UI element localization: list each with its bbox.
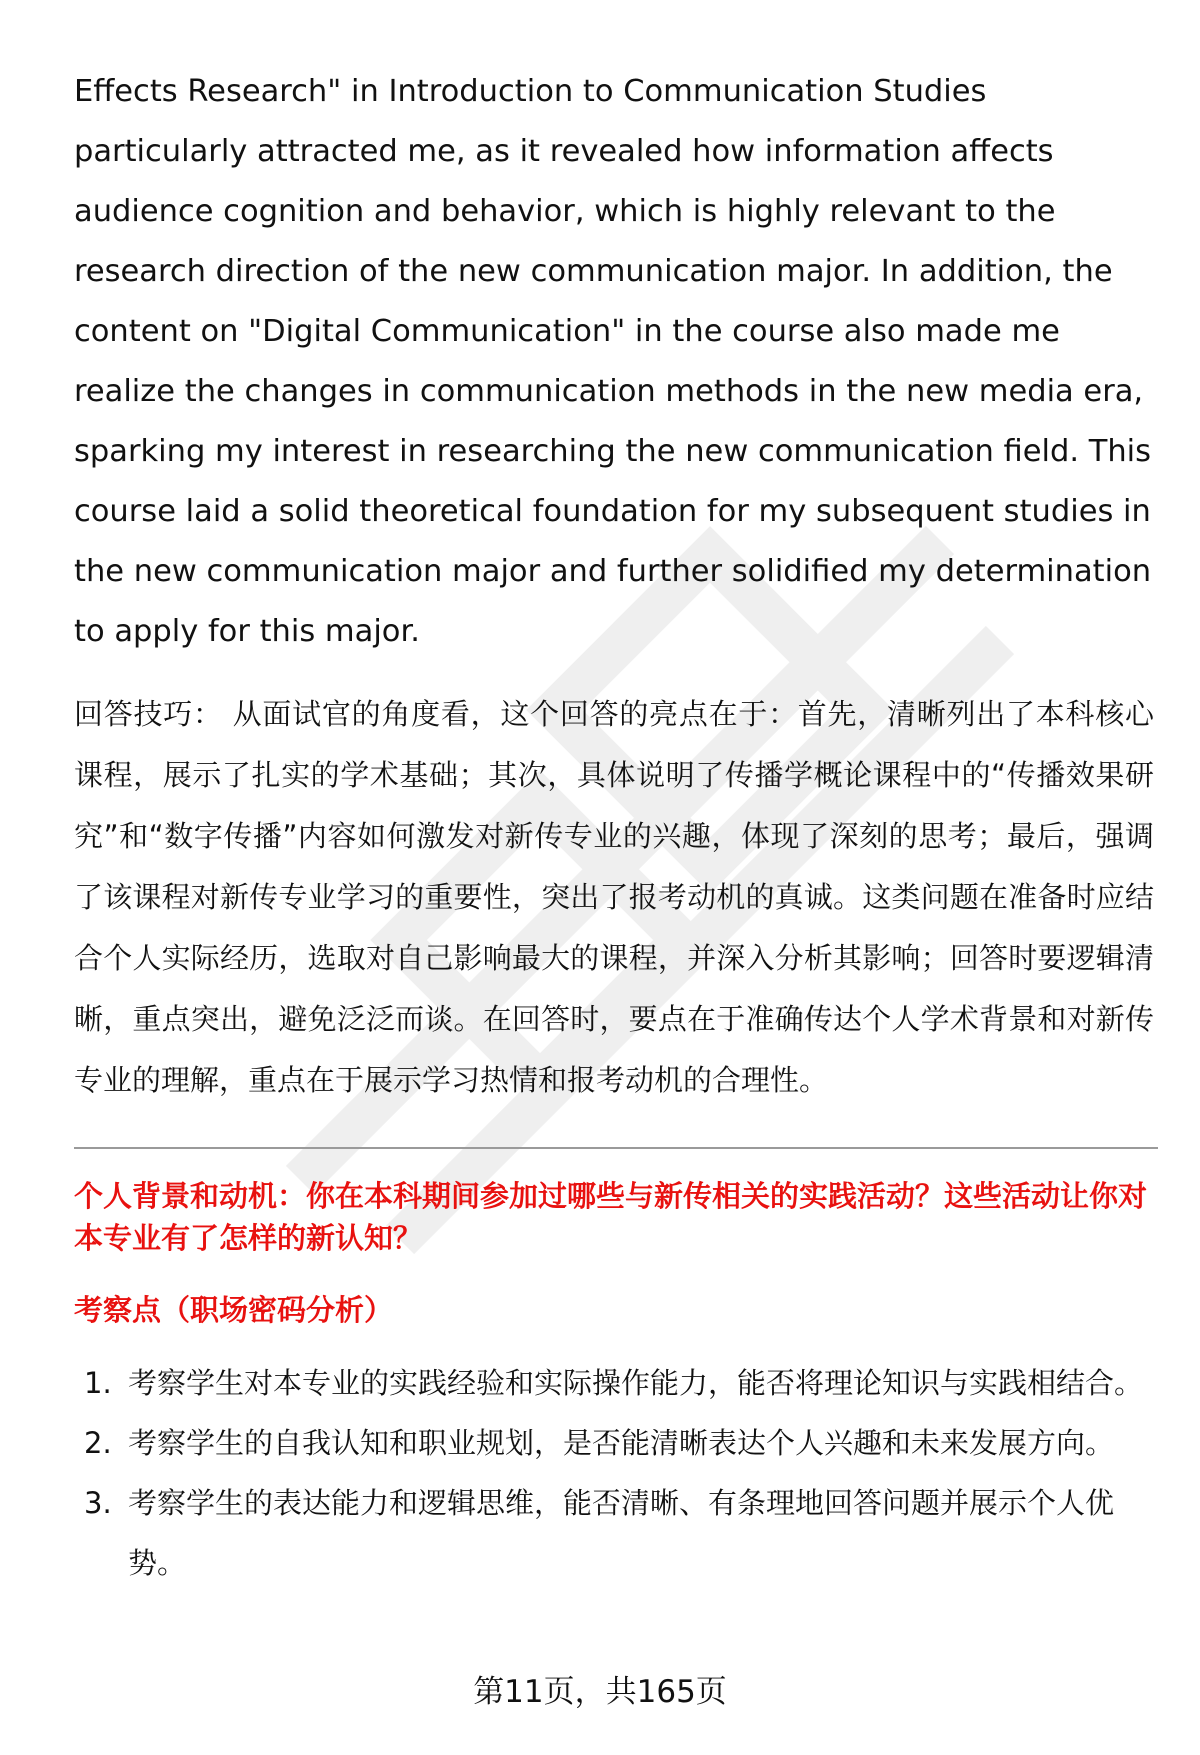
exam-points-heading: 考察点（职场密码分析）: [74, 1293, 394, 1327]
page-footer: 第11页，共165页: [473, 1674, 727, 1710]
answer-tip-paragraph: 回答技巧： 从面试官的角度看，这个回答的亮点在于：首先，清晰列出了本科核心课程，展示了扎实的学术基础；其次，具体说明了传播学概论课程中的“传播效果研究”和“数字传播”内容如何激发对新传专业的兴趣，体现了深刻的思考；最后，强调了该课程对新传专业学习的重要性，突出了报考动机的真诚。这类问题在准备时应结合个人实际经历，选取对自己影响最大的课程，并深入分析其影响；回答时要逻辑清晰，重点突出，避免泛泛而谈。在回答时，要点在于准确传达个人学术背景和对新传专业的理解，重点在于展示学习热情和报考动机的合理性。: [74, 697, 1154, 1097]
question-heading: 个人背景和动机：你在本科期间参加过哪些与新传相关的实践活动？这些活动让你对本专业有了怎样的新认知？: [74, 1179, 1148, 1255]
list-item: [74, 1353, 1154, 1413]
list-item-text: 考察学生对本专业的实践经验和实际操作能力，能否将理论知识与实践相结合。: [128, 1366, 1144, 1400]
list-item: [74, 1413, 1154, 1473]
list-item-number: 3.: [84, 1486, 112, 1520]
list-item-text: 考察学生的表达能力和逻辑思维，能否清晰、有条理地回答问题并展示个人优势。: [128, 1486, 1115, 1580]
list-item-number: 2.: [84, 1426, 112, 1460]
page-content: [74, 62, 1154, 1593]
exam-points-list: [74, 1353, 1154, 1593]
english-paragraph: Effects Research" in Introduction to Communication Studies particularly attracted me, as it revealed how information affects audience cognition and behavior, which is highly relevant to the research direction of the new communication major. In addition, the content on "Digital Communication" in the course also made me realize the changes in communication methods in the new media era, sparking my interest in researching the new communication field. This course laid a solid theoretical foundation for my subsequent studies in the new communication major and further solidified my determination to apply for this major.: [74, 74, 1152, 649]
list-item-number: 1.: [84, 1366, 112, 1400]
list-item-text: 考察学生的自我认知和职业规划，是否能清晰表达个人兴趣和未来发展方向。: [128, 1426, 1115, 1460]
section-divider: [74, 1147, 1158, 1149]
list-item: [74, 1473, 1154, 1593]
